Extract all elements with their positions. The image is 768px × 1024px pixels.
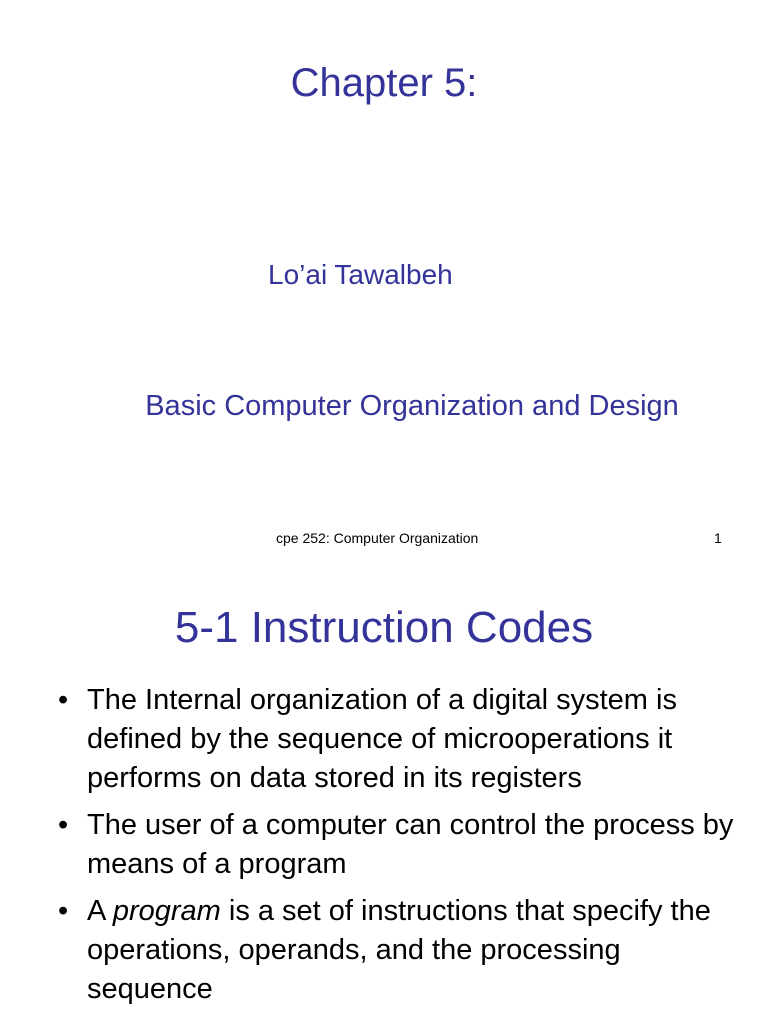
chapter-title: Chapter 5: (290, 61, 478, 105)
bullet-text: The user of a computer can control the process by means of a program (87, 809, 734, 880)
slide-subtitle: Basic Computer Organization and Design (145, 390, 679, 422)
slide-2 (0, 576, 768, 1024)
section-title: 5-1 Instruction Codes (174, 603, 594, 652)
footer-page-number: 1 (714, 530, 722, 546)
footer-course-label: cpe 252: Computer Organization (276, 530, 479, 546)
bullet-text: The Internal organization of a digital system is defined by the sequence of microoperations it performs on data stored in its registers (87, 684, 677, 794)
bullet-item (58, 681, 738, 798)
bullet-list (58, 681, 738, 1017)
bullet-item (58, 806, 738, 884)
bullet-text-suffix: is a set of instructions that specify the operations, operands, and the processing sequence (87, 895, 711, 1005)
bullet-item (58, 892, 738, 1009)
bullet-dot-icon: • (58, 895, 69, 927)
bullet-dot-icon: • (58, 809, 69, 841)
author-name: Lo’ai Tawalbeh (268, 259, 453, 290)
bullet-text-prefix: A (87, 895, 113, 927)
bullet-dot-icon: • (58, 684, 69, 716)
bullet-text-emphasis: program (112, 895, 221, 927)
